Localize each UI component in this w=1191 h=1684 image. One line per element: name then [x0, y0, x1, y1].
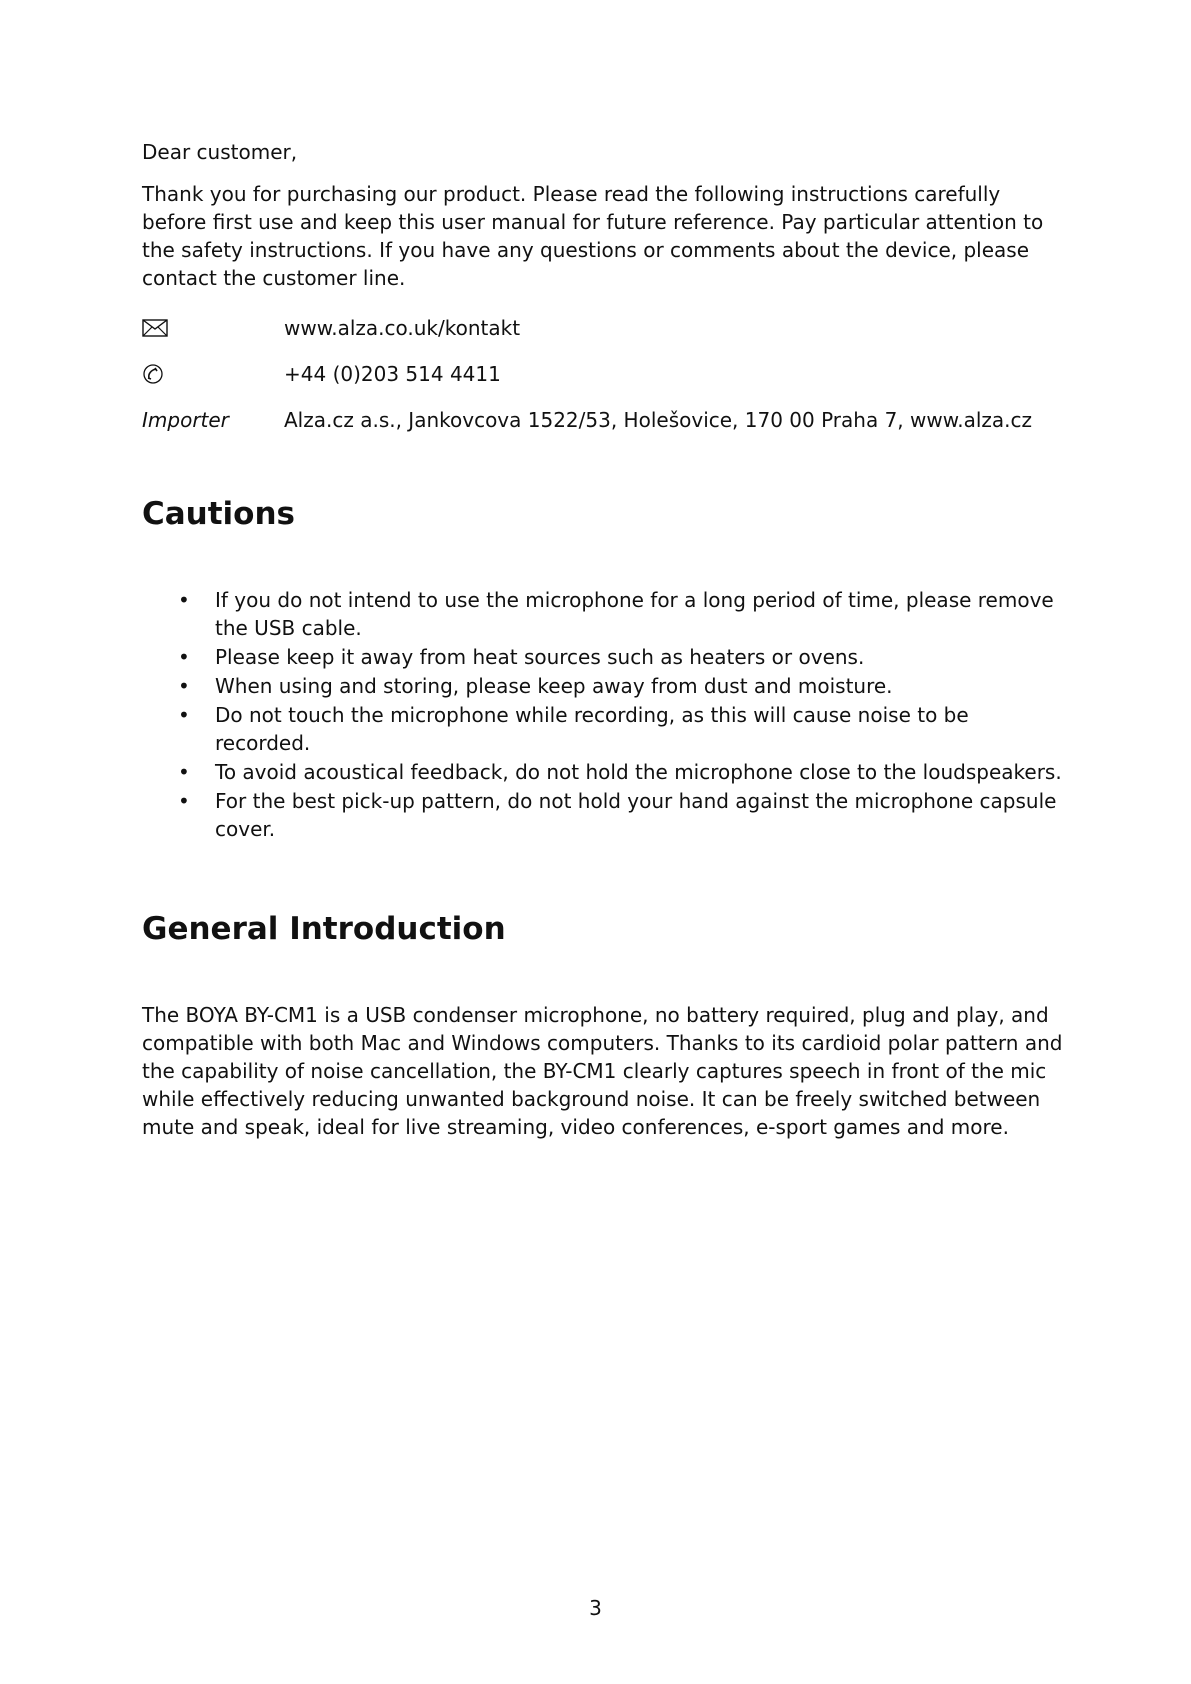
contact-phone-row — [142, 360, 1062, 388]
list-item — [142, 643, 1065, 671]
contact-email[interactable]: www.alza.co.uk/kontakt — [284, 316, 521, 340]
intro-paragraph: Thank you for purchasing our product. Please read the following instructions carefully before first use and keep this user manual for future reference. Pay particular attention to the safety instructions. If you have any questions or comments about the device, please contact the customer line. — [142, 182, 1044, 290]
general-introduction-heading: General Introduction — [142, 911, 506, 947]
cautions-list — [142, 586, 1062, 843]
envelope-icon — [142, 318, 284, 338]
contact-email-row — [142, 314, 1062, 342]
bullet: • — [178, 645, 190, 669]
list-item — [142, 787, 1065, 843]
contact-phone[interactable]: +44 (0)203 514 4411 — [284, 362, 501, 386]
caution-text: To avoid acoustical feedback, do not hold the microphone close to the loudspeakers. — [215, 760, 1062, 784]
page-number: 3 — [589, 1596, 602, 1620]
importer-row — [142, 406, 1062, 434]
general-introduction-paragraph: The BOYA BY-CM1 is a USB condenser microphone, no battery required, plug and play, and compatible with both Mac and Windows computers. Thanks to its cardioid polar pattern and the capability of noise cancellation, the BY-CM1 clearly captures speech in front of the mic while effectively reducing unwanted background noise. It can be freely switched between mute and speak, ideal for live streaming, video conferences, e-sport games and more. — [142, 1003, 1063, 1139]
bullet: • — [178, 588, 190, 612]
bullet: • — [178, 674, 190, 698]
bullet: • — [178, 789, 190, 813]
document-page — [142, 138, 1062, 1141]
importer-address: Alza.cz a.s., Jankovcova 1522/53, Holešovice, 170 00 Praha 7, www.alza.cz — [284, 408, 1033, 432]
list-item — [142, 758, 1065, 786]
greeting: Dear customer, — [142, 140, 298, 164]
caution-text: If you do not intend to use the microphone for a long period of time, please remove the USB cable. — [215, 588, 1054, 640]
bullet: • — [178, 760, 190, 784]
phone-icon — [142, 363, 284, 385]
importer-label: Importer — [142, 408, 229, 432]
list-item — [142, 586, 1065, 642]
cautions-heading: Cautions — [142, 496, 296, 532]
caution-text: Do not touch the microphone while recording, as this will cause noise to be recorded. — [215, 703, 969, 755]
list-item — [142, 672, 1065, 700]
list-item — [142, 701, 1065, 757]
caution-text: Please keep it away from heat sources such as heaters or ovens. — [215, 645, 865, 669]
caution-text: For the best pick-up pattern, do not hold your hand against the microphone capsule cover. — [215, 789, 1057, 841]
caution-text: When using and storing, please keep away from dust and moisture. — [215, 674, 893, 698]
bullet: • — [178, 703, 190, 727]
